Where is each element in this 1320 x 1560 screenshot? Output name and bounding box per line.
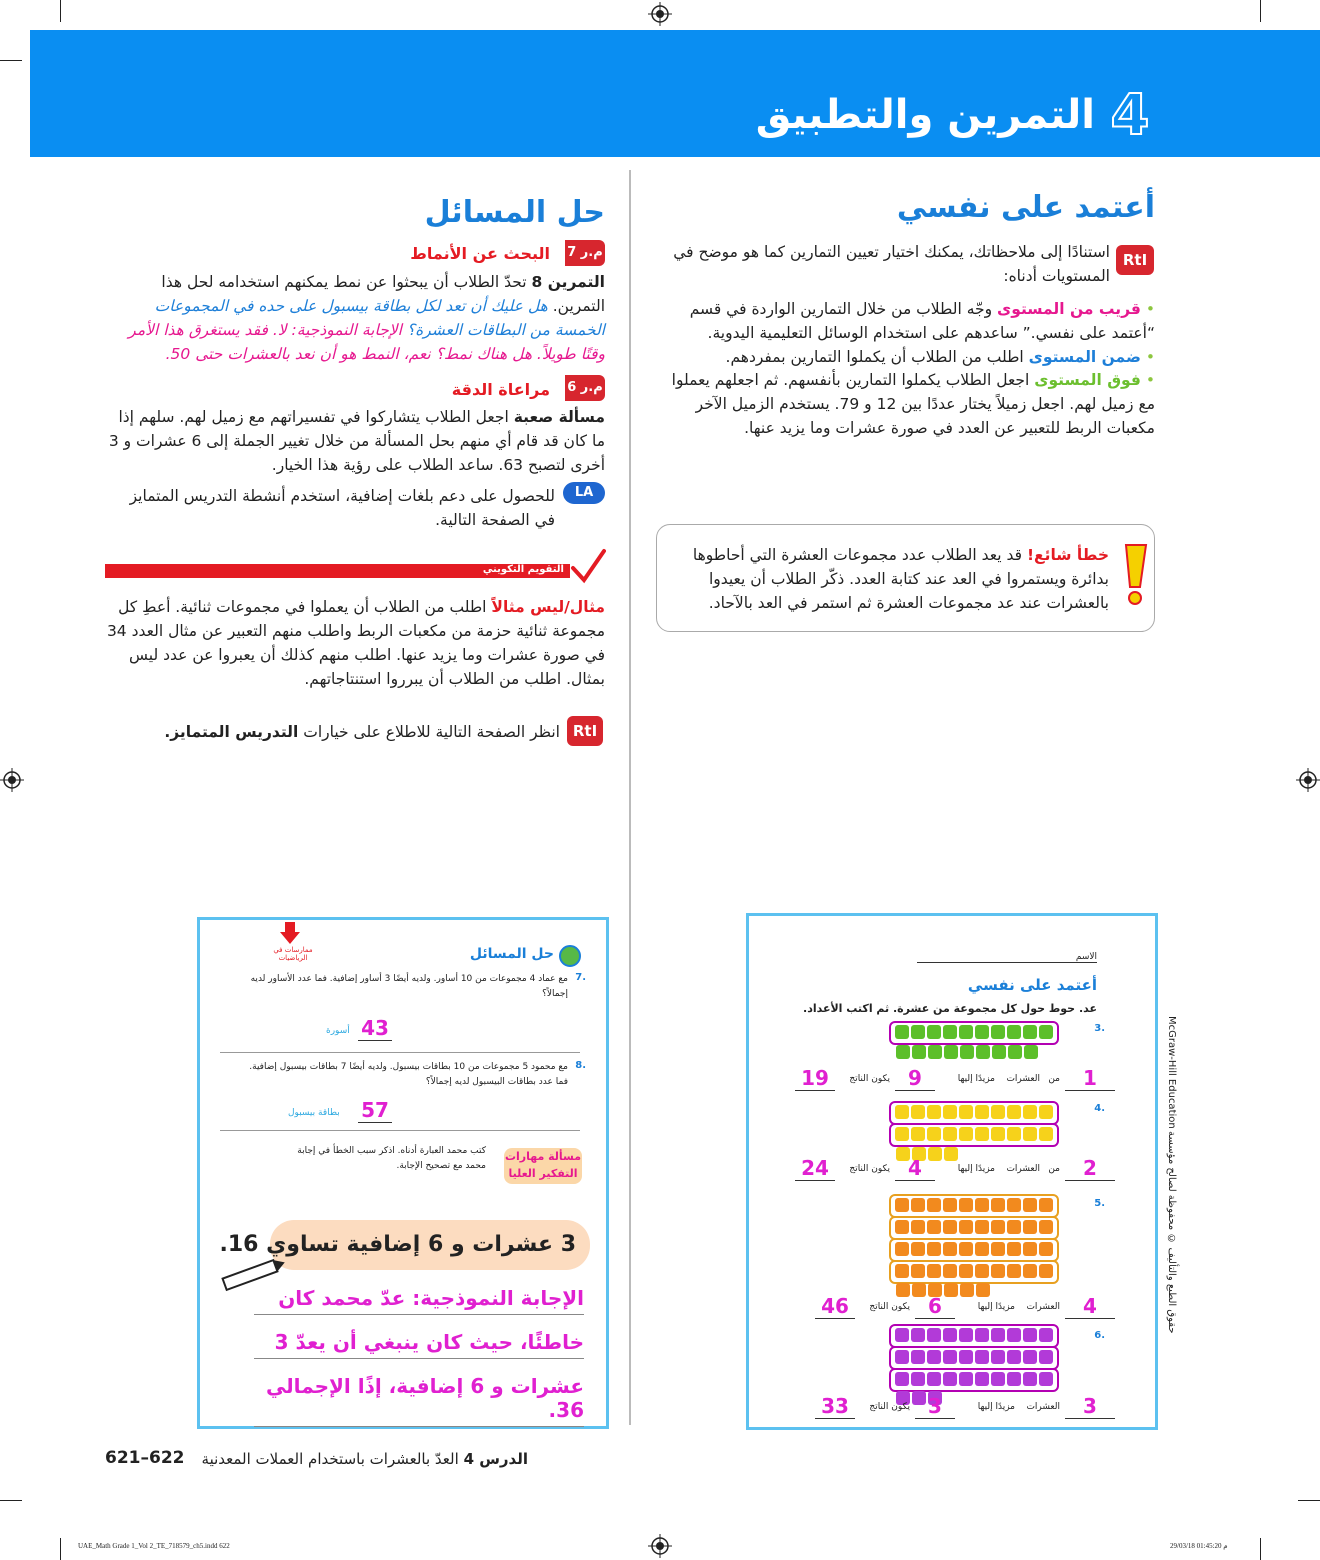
ten-group — [889, 1324, 1059, 1348]
ws-label-from: من — [1048, 1074, 1060, 1084]
cube — [911, 1264, 925, 1278]
cube — [959, 1220, 973, 1234]
crop-mark — [0, 60, 22, 61]
ws-label-result: يكون الناتج — [849, 1164, 890, 1174]
cube — [927, 1328, 941, 1342]
cube — [895, 1372, 909, 1386]
right-section-title: أعتمد على نفسي — [896, 190, 1155, 225]
chapter-banner — [30, 30, 1320, 157]
common-error-body: قد يعد الطلاب عدد مجموعات العشرة التي أحاطوها بدائرة ويستمروا في العد عند كتابة العدد. ذكّر الطلاب أن يعيدوا بالعشرات عند عد مجموعات العشرة ثم استمر في العد بالآحاد. — [692, 546, 1109, 612]
exercise8-answer: الإجابة النموذجية: لا. فقد يستغرق هذا الأمر وقتًا طويلاً. هل هناك نمط؟ نعم، النمط هو أن نعد بالعشرات حتى 50. — [128, 321, 605, 363]
challenge-block — [105, 405, 605, 477]
cube — [959, 1198, 973, 1212]
exercise8-question: هل عليك أن تعد لكل بطاقة بيسبول على حده في المجموعات الخمسة من البطاقات العشرة؟ — [154, 297, 605, 339]
level-near: • قريب من المستوى وجّه الطلاب من خلال التمارين الواردة في قسم “أعتمد على نفسي.” ساعدهم على استخدام الوسائل التعليمية اليدوية. — [689, 300, 1155, 342]
cube — [975, 1328, 989, 1342]
cube — [1039, 1198, 1053, 1212]
cube — [911, 1198, 925, 1212]
practice-badge: م.ر 7 — [565, 240, 605, 266]
cube — [991, 1242, 1005, 1256]
cube — [975, 1105, 989, 1119]
ws-problem-number: 5. — [1094, 1198, 1105, 1209]
cube — [1039, 1350, 1053, 1364]
cube — [959, 1372, 973, 1386]
lesson-label: الدرس 4 — [463, 1450, 528, 1468]
assessment-block — [105, 595, 605, 691]
level-on: • ضمن المستوى اطلب من الطلاب أن يكملوا التمارين بمفردهم. — [725, 348, 1155, 366]
column-divider — [629, 170, 631, 1425]
registration-mark-icon — [1296, 768, 1320, 792]
cube — [927, 1127, 941, 1141]
ws-tens-answer: 3 — [1065, 1394, 1115, 1419]
common-error-text — [689, 543, 1109, 615]
cube — [911, 1105, 925, 1119]
cube — [943, 1242, 957, 1256]
ws-answer-line: الإجابة النموذجية: عدّ محمد كان — [254, 1286, 584, 1315]
ws-more-answer: 3 — [915, 1394, 955, 1419]
ws-left-title: حل المسائل — [469, 946, 554, 962]
ten-group — [889, 1260, 1059, 1284]
ws-publisher: McGraw-Hill Education — [1166, 1016, 1177, 1129]
cube — [1023, 1242, 1037, 1256]
cube — [927, 1220, 941, 1234]
extra-cubes — [895, 1044, 1039, 1064]
cube — [895, 1350, 909, 1364]
ten-group — [889, 1216, 1059, 1240]
cube — [895, 1025, 909, 1039]
cube — [911, 1127, 925, 1141]
cube — [1039, 1025, 1053, 1039]
cube — [943, 1025, 957, 1039]
ws-tens-answer: 1 — [1065, 1066, 1115, 1091]
right-intro: استنادًا إلى ملاحظاتك، يمكنك اختيار تعيين التمارين كما هو موضح في المستويات أدناه: — [673, 243, 1110, 285]
ws-q7-num: 7. — [575, 972, 586, 983]
ws-label-tens: العشرات — [1006, 1074, 1040, 1084]
cube — [1023, 1198, 1037, 1212]
cube — [991, 1198, 1005, 1212]
cube — [1008, 1045, 1022, 1059]
ws-label-result: يكون الناتج — [869, 1402, 910, 1412]
practice-badge: م.ر 6 — [565, 375, 605, 401]
assessment-lead: مثال/ليس مثالاً — [491, 598, 605, 616]
cube — [944, 1045, 958, 1059]
ws-name-label: الاسم — [917, 952, 1097, 963]
cube — [911, 1025, 925, 1039]
rti-badge: RtI — [1116, 245, 1154, 275]
cube — [960, 1045, 974, 1059]
cube — [895, 1264, 909, 1278]
cube — [975, 1264, 989, 1278]
challenge-lead: مسألة صعبة — [513, 408, 605, 426]
challenge-text: اجعل الطلاب يتشاركوا في تفسيراتهم مع زميل لهم. سلهم إذا ما كان قد قام أي منهم بحل المسألة من خلال تغيير الجملة إلى 6 عشرات و 3 أخرى لتصبح 63. ساعد الطلاب على رؤية هذا الخيار. — [108, 408, 605, 474]
cube — [927, 1264, 941, 1278]
cube — [895, 1127, 909, 1141]
cube — [943, 1328, 957, 1342]
rti-note-bold: التدريس المتمايز. — [164, 723, 299, 741]
cube — [895, 1198, 909, 1212]
cube — [927, 1105, 941, 1119]
cube — [1039, 1220, 1053, 1234]
ws-hots-text: كتب محمد العبارة أدناه. اذكر سبب الخطأ في إجابة محمد مع تصحيح الإجابة. — [297, 1146, 486, 1171]
cube — [991, 1372, 1005, 1386]
cube — [959, 1350, 973, 1364]
ws-problem-number: 4. — [1094, 1103, 1105, 1114]
cube — [959, 1127, 973, 1141]
globe-icon — [559, 945, 581, 967]
cube — [1007, 1242, 1021, 1256]
cube — [895, 1242, 909, 1256]
ws-label-more: مزيدًا إليها — [957, 1074, 995, 1084]
cube — [943, 1198, 957, 1212]
cube — [1039, 1242, 1053, 1256]
page-range: 621–622 — [105, 1448, 185, 1468]
ws-total-answer: 19 — [795, 1066, 835, 1091]
cube — [975, 1372, 989, 1386]
cube — [911, 1328, 925, 1342]
cube — [1023, 1220, 1037, 1234]
cube — [1039, 1264, 1053, 1278]
crop-mark — [0, 1500, 22, 1501]
ws-label-result: يكون الناتج — [869, 1302, 910, 1312]
cube — [895, 1105, 909, 1119]
ws-divider — [220, 1130, 580, 1131]
level-on-label: ضمن المستوى — [1028, 348, 1141, 366]
ws-statement: 3 عشرات و 6 إضافية تساوي 16. — [219, 1232, 576, 1257]
rti-badge: RtI — [567, 716, 603, 746]
lesson-footer — [202, 1450, 528, 1468]
cube — [975, 1220, 989, 1234]
cube — [975, 1350, 989, 1364]
ws-label-from: من — [1048, 1164, 1060, 1174]
assessment-text: اطلب من الطلاب أن يعملوا في مجموعات ثنائية. أعطِ كل مجموعة ثنائية حزمة من مكعبات الربط واطلب منهم التعبير عن مثال العدد 34 في صورة عشرات وما يزيد عنها. اطلب منهم كذلك أن يعبروا عن عدد ليس بمثال. اطلب من الطلاب أن يبرروا استنتاجاتهم. — [106, 598, 605, 688]
ws-label-more: مزيدًا إليها — [977, 1402, 1015, 1412]
registration-mark-icon — [0, 768, 24, 792]
cube — [1007, 1220, 1021, 1234]
level-above-label: فوق المستوى — [1034, 371, 1141, 389]
cube — [975, 1242, 989, 1256]
cube — [992, 1045, 1006, 1059]
cube — [991, 1220, 1005, 1234]
ws-instruction: عد. حوط حول كل مجموعة من عشرة. ثم اكتب الأعداد. — [803, 1002, 1097, 1015]
cube — [1023, 1127, 1037, 1141]
worksheet-left — [197, 917, 609, 1429]
exercise8-text: تحدّ الطلاب أن يبحثوا عن نمط يمكنهم استخدامه لحل هذا التمرين. — [161, 273, 605, 315]
common-error-title: خطأ شائع! — [1026, 546, 1109, 564]
cube — [991, 1264, 1005, 1278]
ten-group — [889, 1101, 1059, 1125]
crop-mark — [1260, 0, 1261, 22]
ws-label-tens: العشرات — [1006, 1164, 1040, 1174]
cube — [927, 1198, 941, 1212]
cube — [975, 1127, 989, 1141]
cube — [959, 1264, 973, 1278]
ws-tens-answer: 4 — [1065, 1294, 1115, 1319]
cube — [991, 1127, 1005, 1141]
cube — [976, 1045, 990, 1059]
cube — [1039, 1105, 1053, 1119]
cube — [911, 1242, 925, 1256]
practice-tag: مراعاة الدقة — [451, 380, 550, 399]
cube — [1007, 1350, 1021, 1364]
ws-q8-num: 8. — [575, 1060, 586, 1071]
level-above-text: اجعل الطلاب يكملوا التمارين بأنفسهم. ثم اجعلهم يعملوا مع زميل لهم. اجعل زميلاً يختار عددًا بين 12 و 79. يستخدم الزميل الآخر مكعبات الربط للتعبير عن العدد في صورة عشرات وما يزيد عنها. — [671, 371, 1155, 437]
practice-tag: البحث عن الأنماط — [410, 244, 550, 263]
ten-group — [889, 1346, 1059, 1370]
la-text: للحصول على دعم بلغات إضافية، استخدم أنشطة التدريس المتمايز في الصفحة التالية. — [129, 487, 555, 529]
cube — [975, 1198, 989, 1212]
cube — [959, 1025, 973, 1039]
ws-q7-answer: 43 — [358, 1016, 392, 1041]
exclamation-icon — [1120, 543, 1148, 607]
ws-total-answer: 46 — [815, 1294, 855, 1319]
ws-right-title: أعتمد على نفسي — [967, 976, 1097, 994]
ten-group — [889, 1238, 1059, 1262]
ws-q8-answer: 57 — [358, 1098, 392, 1123]
ws-answer-line: عشرات و 6 إضافية، إذًا الإجمالي 36. — [254, 1374, 584, 1427]
cube — [959, 1328, 973, 1342]
cube — [911, 1220, 925, 1234]
level-above: • فوق المستوى اجعل الطلاب يكملوا التمارين بأنفسهم. ثم اجعلهم يعملوا مع زميل لهم. اجعل زميلاً يختار عددًا بين 12 و 79. يستخدم الزميل الآخر مكعبات الربط للتعبير عن العدد في صورة عشرات وما يزيد عنها. — [671, 371, 1155, 437]
crop-mark — [60, 1538, 61, 1560]
rti-note-text: انظر الصفحة التالية للاطلاع على خيارات — [303, 723, 560, 741]
cube — [928, 1045, 942, 1059]
left-section-title: حل المسائل — [424, 195, 605, 230]
ws-more-answer: 6 — [915, 1294, 955, 1319]
cube — [1039, 1328, 1053, 1342]
ws-q8-unit: بطاقة بيسبول — [288, 1108, 340, 1118]
ws-label-more: مزيدًا إليها — [957, 1164, 995, 1174]
ws-more-answer: 9 — [895, 1066, 935, 1091]
arrow-down-icon — [280, 922, 300, 944]
crop-mark — [1260, 1538, 1261, 1560]
cube — [1023, 1264, 1037, 1278]
assessment-bar — [105, 564, 570, 578]
cube — [959, 1105, 973, 1119]
ws-q8-text: مع محمود 5 مجموعات من 10 بطاقات بيسبول. ولديه أيضًا 7 بطاقات بيسبول إضافية. فما عدد بطاقات البيسبول لديه إجمالاً؟ — [249, 1062, 568, 1087]
cube — [912, 1045, 926, 1059]
cube — [1023, 1372, 1037, 1386]
exercise8-lead: التمرين 8 — [531, 273, 605, 291]
cube — [896, 1045, 910, 1059]
ws-label-tens: العشرات — [1026, 1302, 1060, 1312]
ten-group — [889, 1368, 1059, 1392]
level-near-text: وجّه الطلاب من خلال التمارين الواردة في قسم “أعتمد على نفسي.” ساعدهم على استخدام الوسائل التعليمية اليدوية. — [689, 300, 1155, 342]
level-near-label: قريب من المستوى — [997, 300, 1141, 318]
cube — [1007, 1105, 1021, 1119]
cube — [1007, 1328, 1021, 1342]
cube — [927, 1372, 941, 1386]
cube — [927, 1350, 941, 1364]
registration-mark-icon — [648, 2, 672, 26]
cube — [1023, 1025, 1037, 1039]
ws-answer-row — [785, 1066, 1115, 1088]
ws-divider — [220, 1052, 580, 1053]
ws-label-more: مزيدًا إليها — [977, 1302, 1015, 1312]
cube — [1007, 1127, 1021, 1141]
ws-q7-text: مع عماد 4 مجموعات من 10 أساور. ولديه أيضًا 3 أساور إضافية. فما عدد الأساور لديه إجمالاً؟ — [250, 974, 568, 999]
cube — [1007, 1264, 1021, 1278]
cube — [1023, 1328, 1037, 1342]
cube — [943, 1264, 957, 1278]
ws-label-result: يكون الناتج — [849, 1074, 890, 1084]
cube — [959, 1242, 973, 1256]
ten-group — [889, 1123, 1059, 1147]
ws-problem-number: 6. — [1094, 1330, 1105, 1341]
cube — [1007, 1198, 1021, 1212]
cube — [1007, 1025, 1021, 1039]
ws-practices-label: ممارسات في الرياضيات — [273, 946, 313, 962]
level-on-text: اطلب من الطلاب أن يكملوا التمارين بمفردهم. — [725, 348, 1024, 366]
cube — [895, 1220, 909, 1234]
cube — [1039, 1372, 1053, 1386]
cube — [991, 1105, 1005, 1119]
cube — [927, 1242, 941, 1256]
ws-more-answer: 4 — [895, 1156, 935, 1181]
cube — [911, 1372, 925, 1386]
common-error-box — [656, 524, 1155, 632]
ws-answer-row — [805, 1294, 1115, 1316]
crop-mark — [60, 0, 61, 22]
cube — [1007, 1372, 1021, 1386]
assessment-tag: التقويم التكويني — [482, 564, 564, 575]
ws-q7-unit: أسورة — [326, 1026, 350, 1036]
ws-total-answer: 33 — [815, 1394, 855, 1419]
ws-label-tens: العشرات — [1026, 1402, 1060, 1412]
cube — [1023, 1350, 1037, 1364]
ws-answer-row — [785, 1156, 1115, 1178]
banner-title: التمرين والتطبيق — [755, 92, 1095, 138]
cube — [943, 1350, 957, 1364]
cube — [927, 1025, 941, 1039]
cube — [1024, 1045, 1038, 1059]
cube — [943, 1220, 957, 1234]
rti-note — [105, 720, 560, 744]
ws-answer-row — [805, 1394, 1115, 1416]
cube — [895, 1328, 909, 1342]
ws-tens-answer: 2 — [1065, 1156, 1115, 1181]
ws-hots-label: مسألة مهارات التفكير العليا — [504, 1148, 582, 1184]
ws-answer-line: خاطئًا، حيث كان ينبغي أن يعدّ 3 — [254, 1330, 584, 1359]
banner-lesson-number: 4 — [1110, 83, 1150, 148]
exercise8-block — [105, 270, 605, 366]
lesson-title: العدّ بالعشرات باستخدام العملات المعدنية — [201, 1450, 459, 1468]
ws-problem-number: 3. — [1094, 1023, 1105, 1034]
cube — [991, 1328, 1005, 1342]
ws-rights: حقوق الطبع والتأليف © محفوظة لصالح مؤسسة — [1166, 1131, 1177, 1334]
ten-group — [889, 1021, 1059, 1045]
cube — [991, 1025, 1005, 1039]
cube — [975, 1025, 989, 1039]
cube — [1023, 1105, 1037, 1119]
cube — [991, 1350, 1005, 1364]
crop-mark — [1298, 1500, 1320, 1501]
cube — [1039, 1127, 1053, 1141]
cube — [911, 1350, 925, 1364]
checkmark-icon — [570, 548, 606, 584]
cube — [943, 1372, 957, 1386]
date-info: 29/03/18 01:45:20 م — [1170, 1542, 1228, 1550]
ten-group — [889, 1194, 1059, 1218]
registration-mark-icon — [648, 1534, 672, 1558]
cube — [943, 1105, 957, 1119]
worksheet-right — [746, 913, 1177, 1430]
cube — [943, 1127, 957, 1141]
ws-total-answer: 24 — [795, 1156, 835, 1181]
file-info: UAE_Math Grade 1_Vol 2_TE_718579_ch5.indd 622 — [78, 1542, 230, 1550]
la-badge: LA — [563, 482, 605, 504]
